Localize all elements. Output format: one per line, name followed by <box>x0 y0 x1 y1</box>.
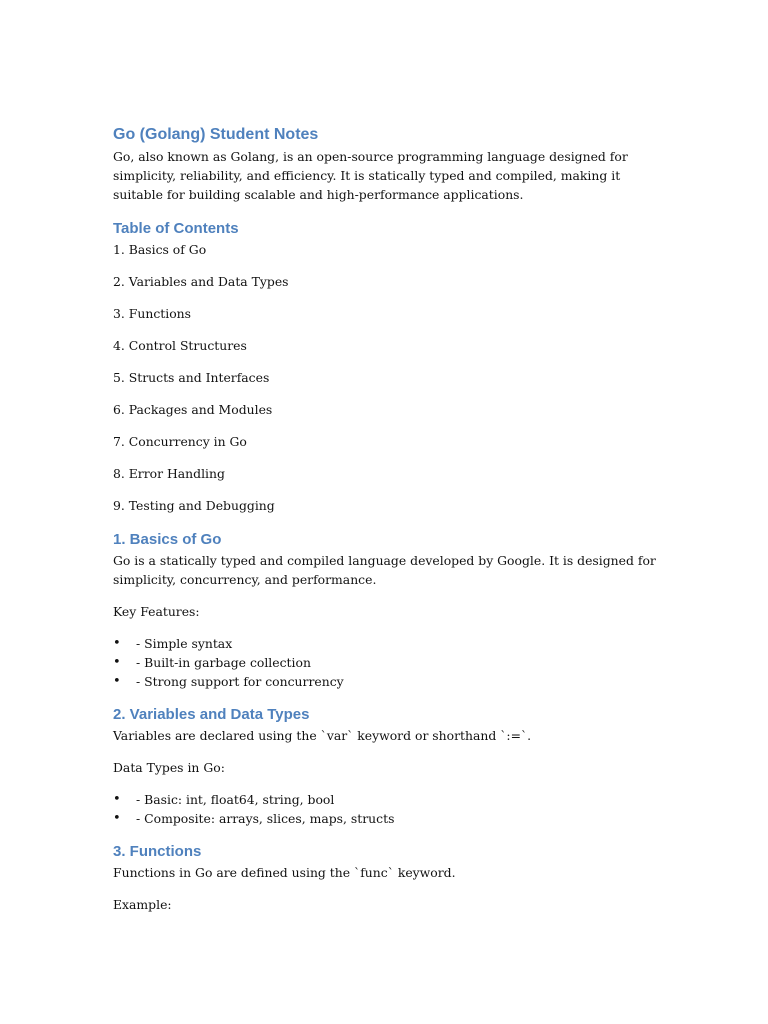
toc-item: 6. Packages and Modules <box>113 402 273 417</box>
toc-item: 4. Control Structures <box>113 338 247 353</box>
bullet-icon: • <box>113 674 121 689</box>
bullet-icon: • <box>113 811 121 826</box>
toc-item: 7. Concurrency in Go <box>113 434 247 449</box>
toc-item: 8. Error Handling <box>113 466 225 481</box>
section-heading-basics: 1. Basics of Go <box>113 531 222 548</box>
toc-list <box>113 240 673 515</box>
example-label: Example: <box>113 897 172 912</box>
bullet-icon: • <box>113 792 121 807</box>
key-features-label: Key Features: <box>113 604 200 619</box>
toc-item: 1. Basics of Go <box>113 242 207 257</box>
toc-heading: Table of Contents <box>113 220 239 237</box>
data-types-label: Data Types in Go: <box>113 760 225 775</box>
list-item: • - Simple syntax <box>113 636 233 651</box>
list-item: • - Built-in garbage collection <box>113 655 311 670</box>
toc-item: 5. Structs and Interfaces <box>113 370 270 385</box>
list-item: • - Strong support for concurrency <box>113 674 344 689</box>
functions-paragraph: Functions in Go are defined using the `func` keyword. <box>113 865 456 880</box>
toc-item: 3. Functions <box>113 306 191 321</box>
list-item: • - Basic: int, float64, string, bool <box>113 792 335 807</box>
toc-item: 9. Testing and Debugging <box>113 498 275 513</box>
toc-item: 2. Variables and Data Types <box>113 274 289 289</box>
key-features-list <box>113 634 673 691</box>
section-heading-variables: 2. Variables and Data Types <box>113 706 310 723</box>
data-types-list <box>113 790 673 828</box>
section-heading-functions: 3. Functions <box>113 843 202 860</box>
document-body <box>113 124 673 914</box>
list-item: • - Composite: arrays, slices, maps, structs <box>113 811 395 826</box>
basics-paragraph: Go is a statically typed and compiled language developed by Google. It is designed for simplicity, concurrency, and performance. <box>113 553 656 587</box>
variables-paragraph: Variables are declared using the `var` keyword or shorthand `:=`. <box>113 728 532 743</box>
document-title: Go (Golang) Student Notes <box>113 126 319 143</box>
bullet-icon: • <box>113 655 121 670</box>
bullet-icon: • <box>113 636 121 651</box>
intro-paragraph: Go, also known as Golang, is an open-source programming language designed for simplicity, reliability, and efficiency. It is statically typed and compiled, making it suitable for building scalable and high-performance applications. <box>113 149 628 202</box>
